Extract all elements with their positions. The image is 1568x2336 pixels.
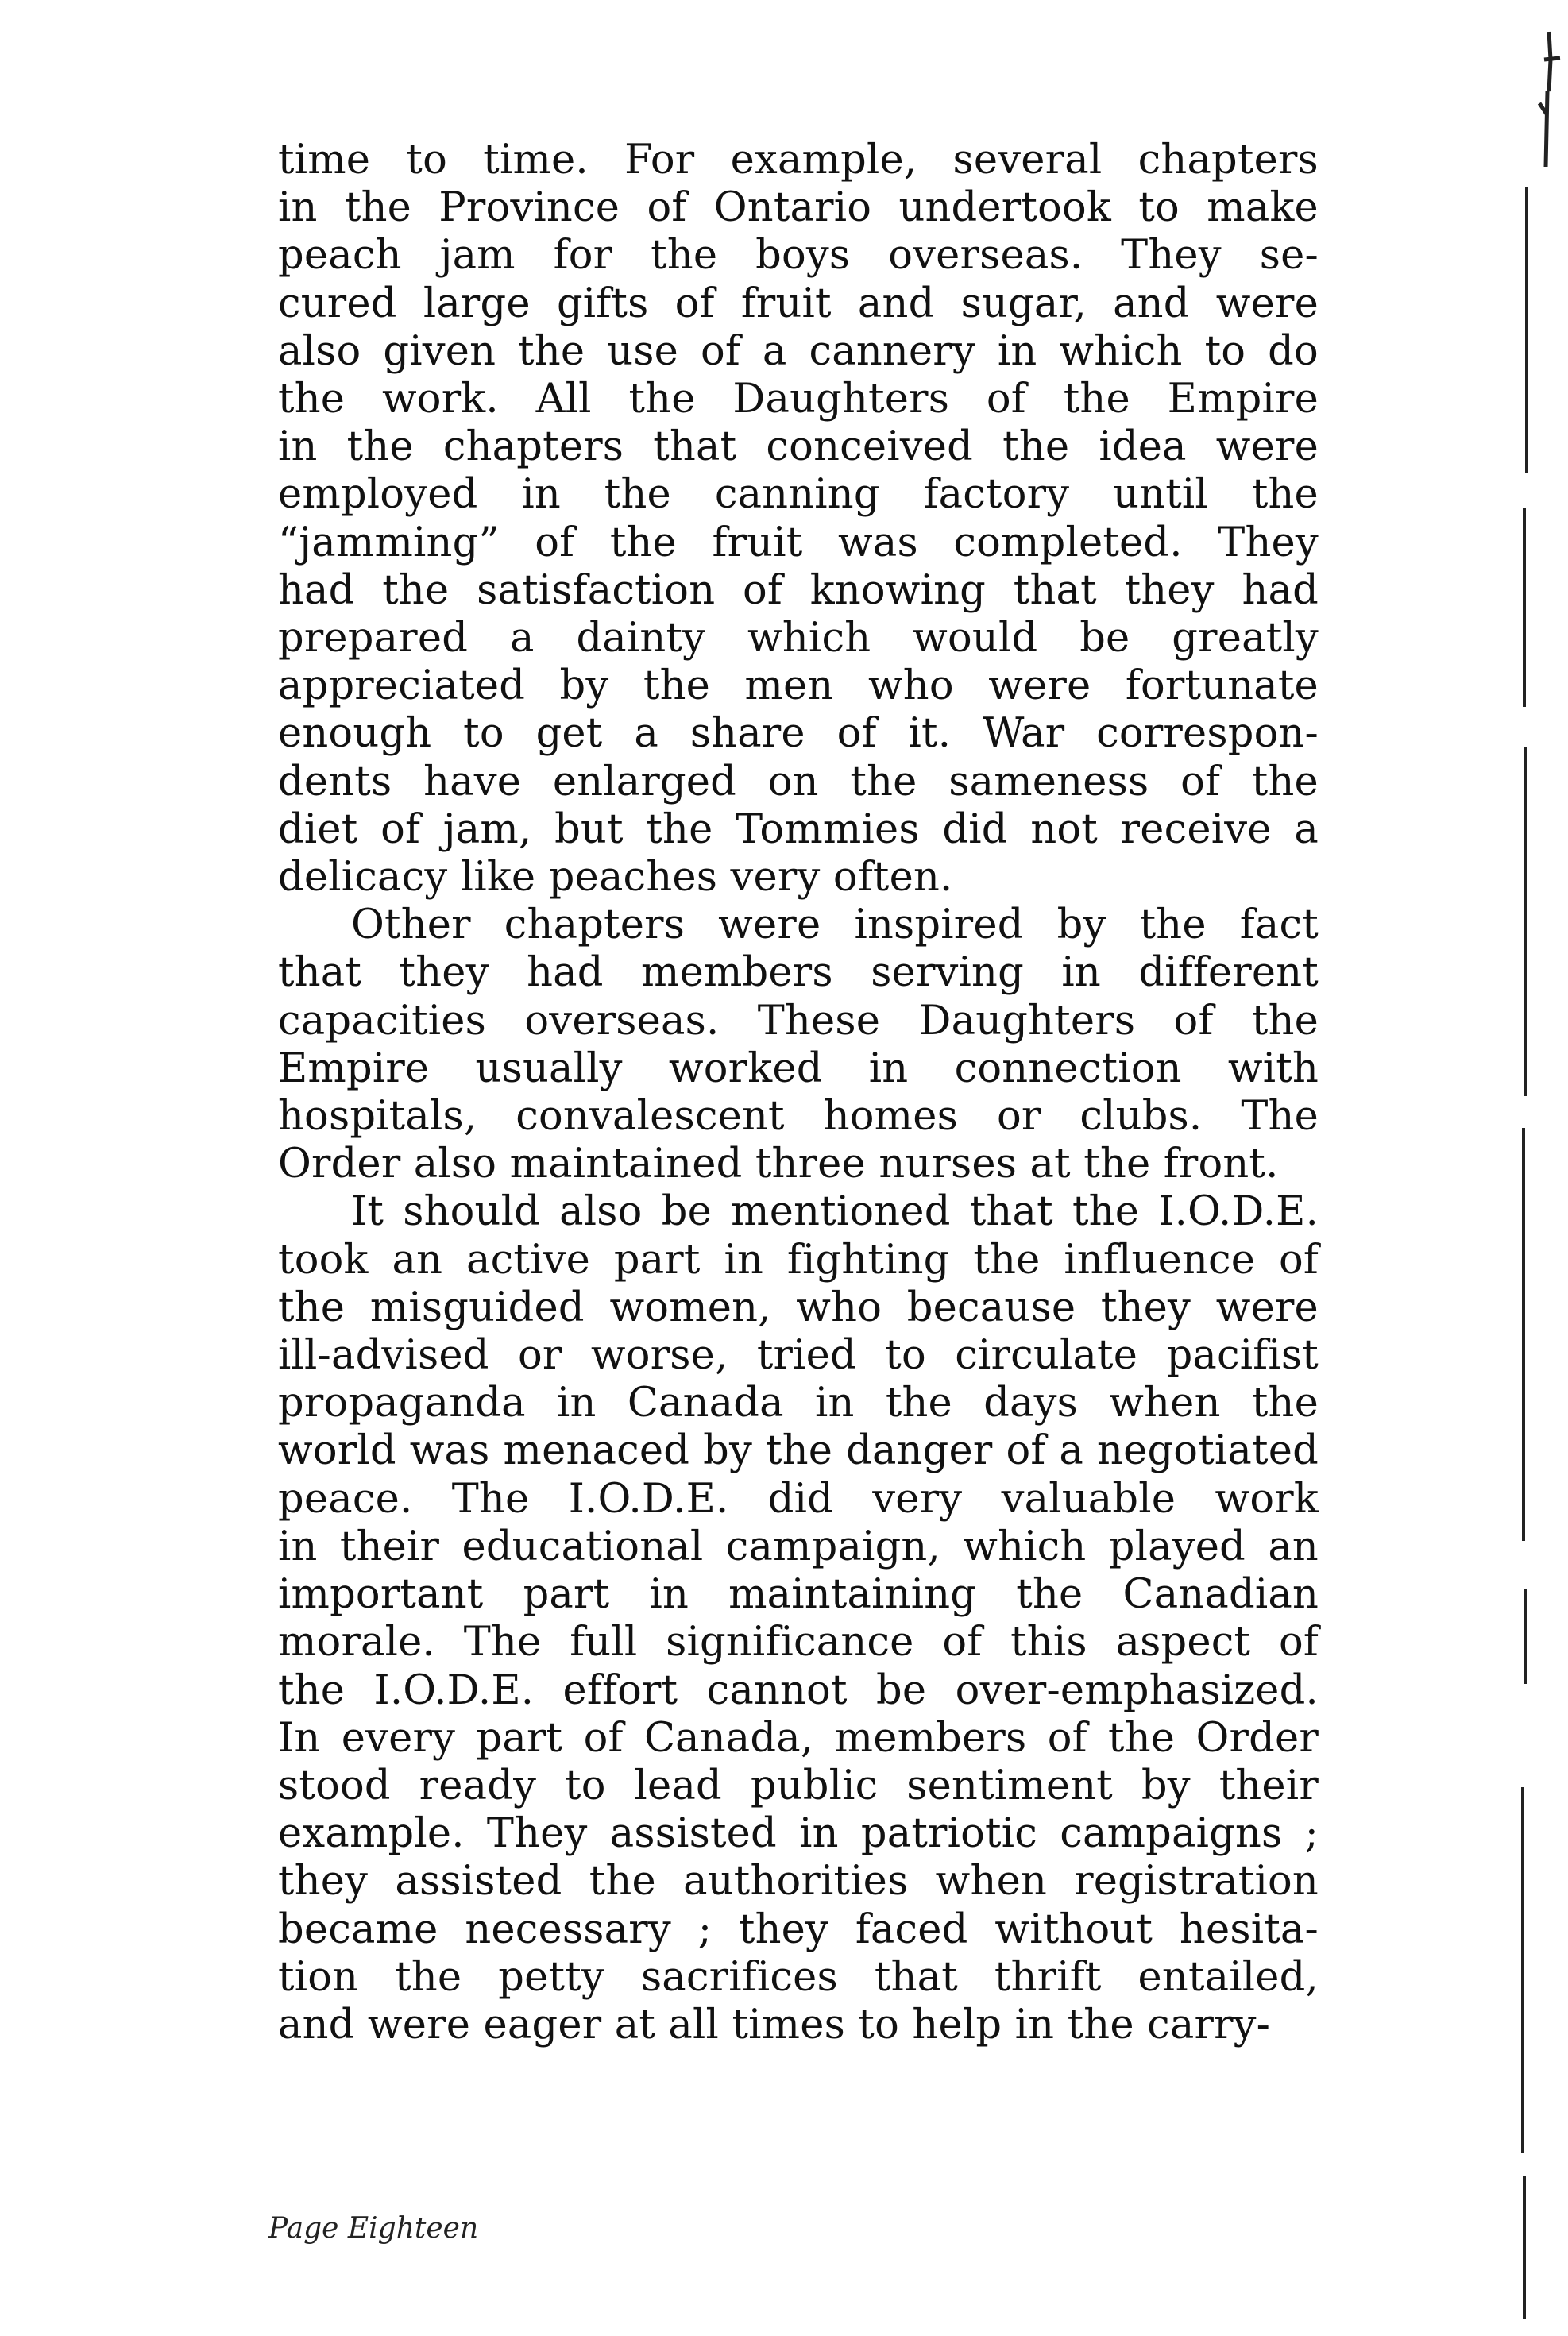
text-line: the misguided women, who because they were [278, 1284, 1319, 1331]
text-line: in their educational campaign, which played an [278, 1523, 1319, 1570]
text-line: example. They assisted in patriotic campaigns ; [278, 1810, 1319, 1858]
scan-edge-line-2 [1523, 508, 1526, 707]
text-line: cured large gifts of fruit and sugar, and were [278, 280, 1319, 327]
text-line: in the Province of Ontario undertook to make [278, 184, 1319, 232]
text-line: appreciated by the men who were fortunate [278, 662, 1319, 710]
text-line: diet of jam, but the Tommies did not receive a [278, 805, 1319, 853]
text-line: enough to get a share of it. War correspon- [278, 710, 1319, 758]
body-text [278, 137, 1319, 2049]
scan-edge-line-5 [1524, 1589, 1527, 1684]
text-line: stood ready to lead public sentiment by their [278, 1762, 1319, 1809]
text-line: became necessary ; they faced without hesita- [278, 1905, 1319, 1953]
text-line: delicacy like peaches very often. [278, 854, 953, 902]
scan-edge-line-4 [1522, 1128, 1525, 1541]
text-line: tion the petty sacrifices that thrift entailed, [278, 1953, 1319, 2001]
scan-edge-line-1 [1525, 187, 1528, 473]
text-line: dents have enlarged on the sameness of the [278, 758, 1319, 805]
text-line: “jamming” of the fruit was completed. They [278, 519, 1319, 566]
text-line: also given the use of a cannery in which to do [278, 327, 1319, 375]
text-line: peace. The I.O.D.E. did very valuable work [278, 1475, 1319, 1523]
text-line: employed in the canning factory until the [278, 471, 1319, 519]
text-line: the I.O.D.E. effort cannot be over-emphasized. [278, 1666, 1319, 1714]
text-line: time to time. For example, several chapters [278, 137, 1319, 183]
text-line: world was menaced by the danger of a negotiated [278, 1427, 1319, 1475]
text-line: prepared a dainty which would be greatly [278, 615, 1319, 662]
text-line: peach jam for the boys overseas. They se- [278, 232, 1319, 280]
text-line: ill-advised or worse, tried to circulate pacifist [278, 1332, 1319, 1380]
text-line: propaganda in Canada in the days when the [278, 1380, 1319, 1427]
text-line: In every part of Canada, members of the Order [278, 1714, 1319, 1762]
text-line: important part in maintaining the Canadian [278, 1571, 1319, 1619]
text-line: the work. All the Daughters of the Empire [278, 376, 1319, 423]
text-line: Empire usually worked in connection with [278, 1044, 1319, 1092]
text-line: and were eager at all times to help in the carry- [278, 2001, 1271, 2048]
text-line: took an active part in fighting the influence of [278, 1236, 1319, 1284]
text-line: Order also maintained three nurses at the front. [278, 1141, 1279, 1188]
scan-edge-mark-top [1516, 28, 1563, 171]
text-line: they assisted the authorities when registration [278, 1858, 1319, 1905]
text-line: that they had members serving in different [278, 949, 1319, 997]
text-line: It should also be mentioned that the I.O.D.E. [351, 1188, 1319, 1236]
scan-edge-line-6 [1521, 1787, 1524, 2153]
text-line: capacities overseas. These Daughters of the [278, 997, 1319, 1044]
scan-edge-line-7 [1523, 2176, 1526, 2319]
text-line: had the satisfaction of knowing that they had [278, 566, 1319, 614]
text-line: Other chapters were inspired by the fact [351, 902, 1319, 949]
page-number: Page Eighteen [268, 2212, 479, 2245]
text-line: hospitals, convalescent homes or clubs. The [278, 1093, 1319, 1141]
text-line: in the chapters that conceived the idea were [278, 423, 1319, 471]
text-line: morale. The full significance of this aspect of [278, 1619, 1319, 1666]
scan-edge-line-3 [1524, 747, 1527, 1096]
